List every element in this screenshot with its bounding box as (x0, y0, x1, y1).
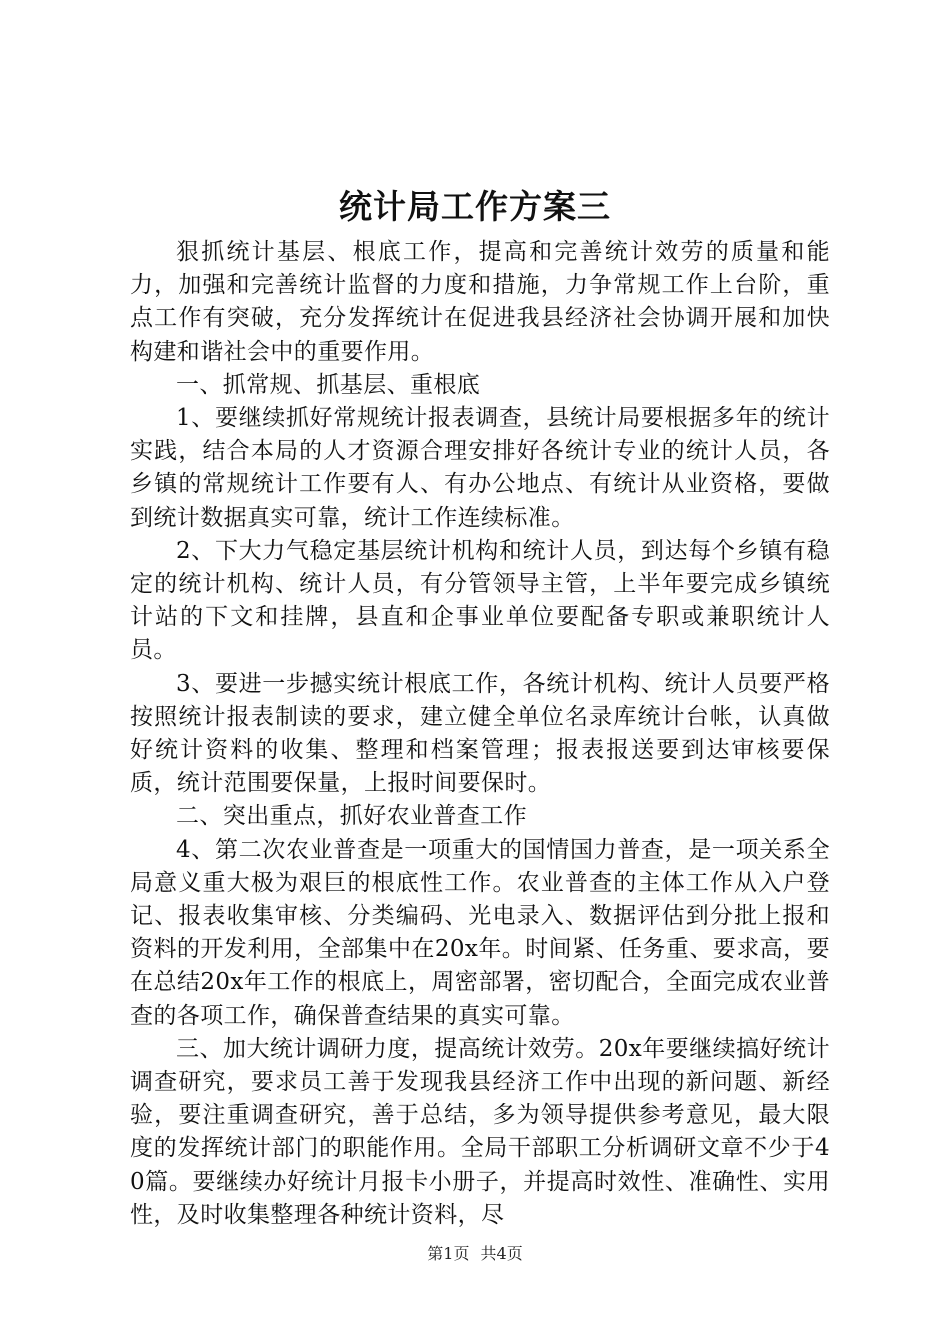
paragraph-item-2: 2、下大力气稳定基层统计机构和统计人员，到达每个乡镇有稳定的统计机构、统计人员，有分管领导主管，上半年要完成乡镇统计站的下文和挂牌，县直和企事业单位要配备专职或兼职统计人员。 (130, 537, 830, 664)
page-footer (0, 1243, 950, 1265)
page-number: 第1页 (427, 1244, 470, 1263)
paragraph-item-4: 4、第二次农业普查是一项重大的国情国力普查，是一项关系全局意义重大极为艰巨的根底性工作。农业普查的主体工作从入户登记、报表收集审核、分类编码、光电录入、数据评估到分批上报和资料的开发利用，全部集中在20x年。时间紧、任务重、要求高，要在总结20x年工作的根底上，周密部署，密切配合，全面完成农业普查的各项工作，确保普查结果的真实可靠。 (130, 836, 830, 1029)
section-heading-3: 三、加大统计调研力度，提高统计效劳。20x年要继续搞好统计调查研究，要求员工善于发现我县经济工作中出现的新问题、新经验，要注重调查研究，善于总结，多为领导提供参考意见，最大限度的发挥统计部门的职能作用。全局干部职工分析调研文章不少于40篇。要继续办好统计月报卡小册子，并提高时效性、准确性、实用性，及时收集整理各种统计资料，尽 (130, 1035, 830, 1228)
paragraph-item-3: 3、要进一步撼实统计根底工作，各统计机构、统计人员要严格按照统计报表制读的要求，建立健全单位名录库统计台帐，认真做好统计资料的收集、整理和档案管理；报表报送要到达审核要保质，统计范围要保量，上报时间要保时。 (130, 670, 830, 797)
page-total: 共4页 (480, 1244, 523, 1263)
document-title: 统计局工作方案三 (339, 187, 611, 226)
section-heading-1: 一、抓常规、抓基层、重根底 (176, 371, 481, 398)
document-body (130, 236, 830, 1232)
paragraph-item-1: 1、要继续抓好常规统计报表调查，县统计局要根据多年的统计实践，结合本局的人才资源合理安排好各统计专业的统计人员，各乡镇的常规统计工作要有人、有办公地点、有统计从业资格，要做到统计数据真实可靠，统计工作连续标准。 (130, 405, 830, 531)
section-heading-2: 二、突出重点，抓好农业普查工作 (176, 803, 527, 830)
paragraph-intro: 狠抓统计基层、根底工作，提高和完善统计效劳的质量和能力，加强和完善统计监督的力度和措施，力争常规工作上台阶，重点工作有突破，充分发挥统计在促进我县经济社会协调开展和加快构建和谐社会中的重要作用。 (130, 239, 830, 365)
